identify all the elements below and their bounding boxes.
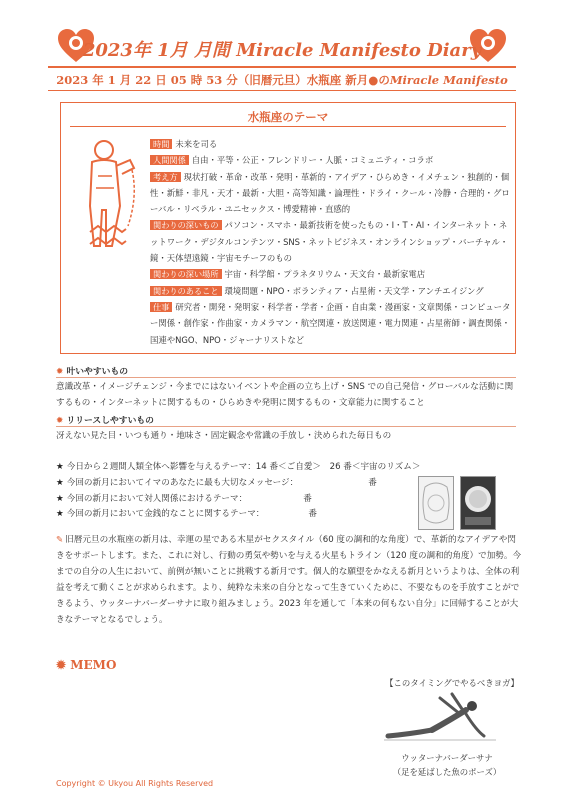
paragraph-text: 旧暦元旦の水瓶座の新月は、幸運の星である木星がセクスタイル（60 度の調和的な角度）で、革新的なアイデアや閃きをサポートします。また、これに対し、行動の勇気や勢いを与える火星もトライン（120 度の調和的角度）で加勢。今までの自分の人生において、前例が無いことに挑戦する新月です。個人的な願望をかなえる新月というよりは、全体の利益を考えて動くことが求められます。より、純粋な未来の自分となって生きていくために、不要なものを手放すことができるよう、ウッターナバーダーサナに取り組みましょう。2023 年を通して「本来の何もない自分」に回帰することが大きなテーマとなるでしょう。 [56, 535, 522, 625]
yoga-pose-name: ウッターナバーダーサナ [401, 753, 493, 763]
theme-tag: 時間 [150, 139, 172, 149]
theme-tag: 関わりのあること [150, 286, 222, 296]
theme-row-thinking [150, 169, 512, 218]
message-text: 今回の新月において対人関係におけるテーマ： [66, 493, 248, 504]
yoga-caption [372, 751, 522, 779]
message-text: 今回の新月において金銭的なことに関するテーマ： [66, 509, 265, 520]
yoga-pose-desc: （足を延ばした魚のポーズ） [392, 767, 502, 777]
theme-text: 環境問題・NPO・ボランティア・占星術・天文学・アンチエイジング [224, 285, 484, 296]
pen-icon: ✎ [56, 535, 64, 545]
message-line [56, 492, 416, 508]
page-subtitle [0, 72, 564, 88]
number-mark: 番 [308, 509, 317, 520]
star-bullet-icon: ★ [56, 493, 64, 504]
number-mark: 番 [303, 493, 312, 504]
theme-tag: 関わりの深い場所 [150, 269, 222, 279]
page-title: 2023年 1月 月間 Miracle Manifesto Diary [82, 40, 482, 61]
subtitle-divider [48, 90, 516, 91]
release-title: リリースしやすいもの [66, 416, 154, 426]
copyright: Copyright © Ukyou All Rights Reserved [56, 779, 214, 788]
release-divider [56, 426, 516, 427]
theme-tag: 仕事 [150, 302, 172, 312]
release-text: 冴えない見た目・いつも通り・地味さ・固定観念や常識の手放し・決められた毎日もの [56, 431, 392, 441]
theme-header: 水瓶座のテーマ [247, 110, 329, 124]
message-line [56, 476, 416, 492]
subtitle-brand: Miracle Manifesto [389, 73, 508, 87]
theme-text: 未来を司る [175, 139, 218, 149]
number-mark: 番 [368, 477, 377, 488]
theme-text: 現状打破・革命・改革・発明・革新的・アイデア・ひらめき・イメチェン・独創的・個性・新鮮・非凡・天才・最新・大胆・高等知識・論理性・ドライ・クール・冷静・合理的・グローバル・リベラル・ユニセックス・博愛精神・直感的 [150, 171, 510, 215]
oracle-card-image-1 [418, 476, 454, 530]
new-moon-paragraph [56, 532, 522, 628]
theme-text: 研究者・開発・発明家・科学者・学者・企画・自由業・漫画家・文章関係・コンピューター関係・創作家・作曲家・カメラマン・航空関連・放送関連・電力関連・占星術師・調査関係・国連やNGO、NPO・ジャーナリストなど [150, 301, 511, 345]
title-divider [48, 66, 516, 68]
subtitle-main: 2023 年 1 月 22 日 05 時 53 分（旧暦元旦）水瓶座 新月●の [56, 73, 390, 87]
star-bullet-icon: ★ [56, 509, 64, 520]
easy-title-row [56, 364, 128, 377]
theme-tag: 考え方 [150, 172, 181, 182]
sun-icon: ✹ [56, 658, 67, 672]
theme-text: 宇宙・科学館・プラネタリウム・天文台・最新家電店 [224, 269, 426, 280]
message-text: 今回の新月においてイマのあなたに最も大切なメッセージ： [66, 477, 299, 488]
theme-row-places [150, 266, 512, 282]
oracle-card-image-2 [460, 476, 496, 530]
yoga-pose-illustration [380, 690, 500, 746]
theme-row-work [150, 299, 512, 348]
memo-heading [56, 658, 116, 672]
easy-divider [56, 377, 516, 378]
star-bullet-icon: ★ [56, 477, 64, 488]
sun-bullet-icon: ✹ [56, 416, 64, 426]
theme-text: 自由・平等・公正・フレンドリー・人脈・コミュニティ・コラボ [191, 155, 434, 166]
easy-text: 意識改革・イメージチェンジ・今までにはないイベントや企画の立ち上げ・SNS での自己発信・グローバルな活動に関するもの・インターネットに関するもの・ひらめきや発明に関するもの・文章能力に関すること [56, 382, 514, 408]
theme-tag: 関わりの深いもの [150, 220, 222, 230]
theme-row-things [150, 217, 512, 266]
theme-text: パソコン・スマホ・最新技術を使ったもの・I・T・AI・インターネット・ネットワーク・デジタルコンテンツ・SNS・ネットビジネス・オンラインショップ・バーチャル・鏡・天体望遠鏡・宇宙モチーフのもの [150, 220, 509, 264]
easy-title: 叶いやすいもの [66, 367, 129, 377]
message-line [56, 460, 421, 476]
theme-tag: 人間関係 [150, 155, 189, 165]
message-line [56, 507, 416, 523]
release-title-row [56, 413, 154, 426]
theme-row-issues [150, 283, 512, 299]
message-list [56, 460, 421, 523]
memo-label: MEMO [70, 658, 117, 672]
sun-bullet-icon: ✹ [56, 367, 64, 377]
theme-row-time [150, 136, 512, 152]
theme-header-rule [70, 126, 506, 127]
message-text: 今日から２週間人類全体へ影響を与えるテーマ：14 番＜ご自愛＞ 26 番＜宇宙のリズム＞ [66, 462, 421, 472]
theme-list [150, 136, 512, 348]
star-bullet-icon: ★ [56, 462, 64, 472]
yoga-heading: 【このタイミングでやるべきヨガ】 [385, 678, 519, 688]
aquarius-symbol-icon [88, 224, 128, 248]
theme-row-relations [150, 152, 512, 168]
